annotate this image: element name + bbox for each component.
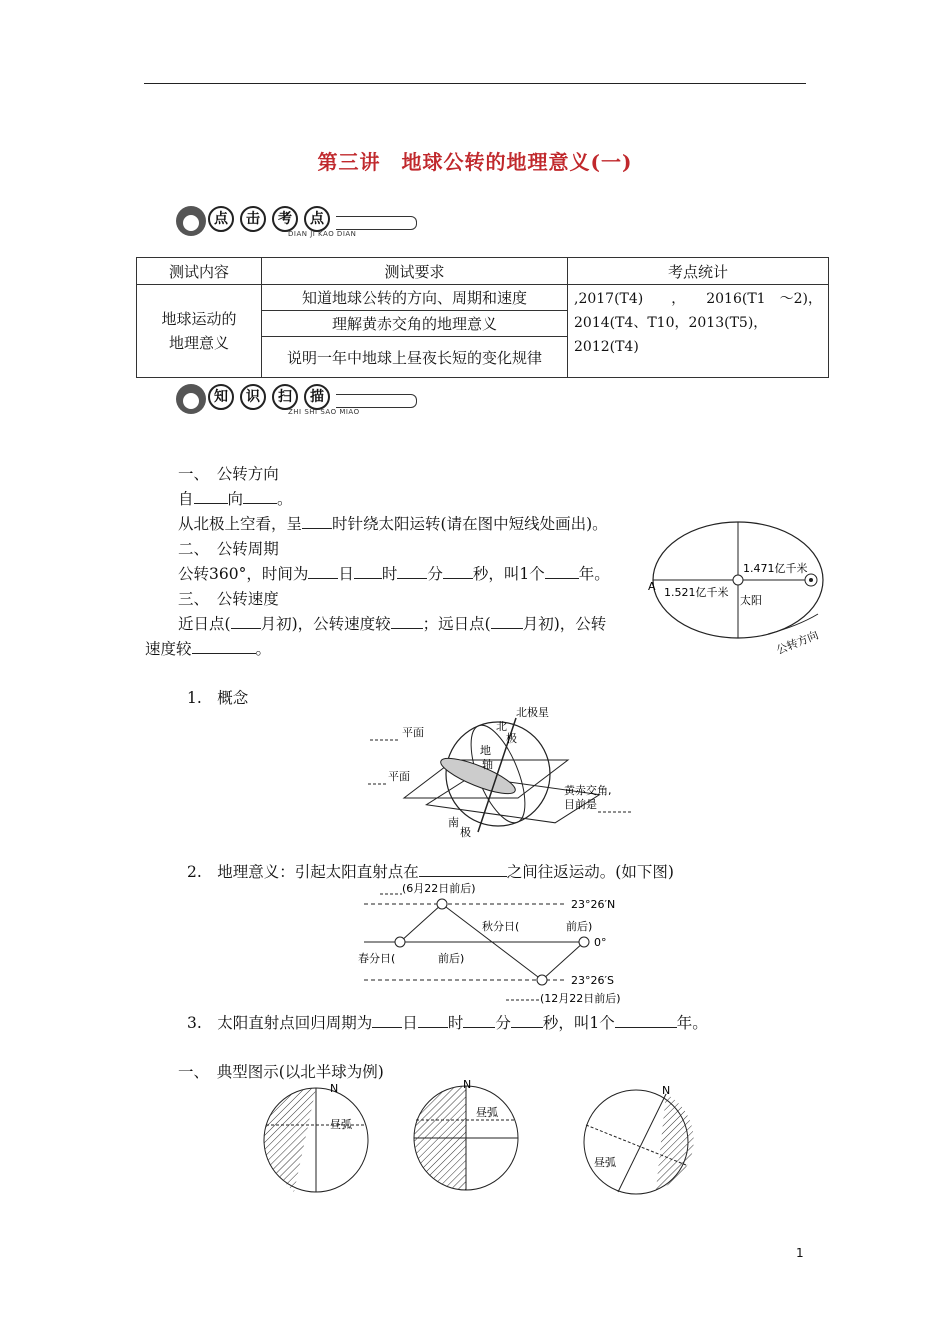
table-cell-stats: ,2017(T4) ， 2016(T1 ～2)，2014(T4、T10，2013(T5)，2012(T4) bbox=[568, 285, 829, 378]
tropic-n-label: 23°26′N bbox=[571, 898, 616, 911]
heading-revolution-period: 二、 公转周期 bbox=[178, 540, 279, 558]
svg-text:N: N bbox=[330, 1082, 339, 1095]
text-line: 速度较 。 bbox=[145, 640, 272, 658]
exam-points-table bbox=[136, 257, 829, 378]
text-line: 近日点( 月初)，公转速度较 ；远日点( 月初)，公转 bbox=[178, 615, 607, 633]
badge-char: 击 bbox=[240, 206, 266, 232]
table-header: 考点统计 bbox=[568, 258, 829, 285]
heading-revolution-speed: 三、 公转速度 bbox=[178, 590, 279, 608]
sun-icon bbox=[437, 899, 447, 909]
sun-icon bbox=[537, 975, 547, 985]
page-number: 1 bbox=[796, 1246, 804, 1260]
equator-label: 0° bbox=[594, 936, 607, 949]
globe-2 bbox=[414, 1080, 518, 1190]
item-concept: 1. 概念 bbox=[187, 689, 249, 707]
plane-label: 平面 bbox=[402, 726, 424, 739]
badge-logo-icon bbox=[176, 384, 206, 414]
aphelion-distance: 1.471亿千米 bbox=[743, 562, 808, 575]
sun-label: 太阳 bbox=[740, 594, 762, 607]
badge-char: 知 bbox=[208, 384, 234, 410]
svg-text:N: N bbox=[463, 1080, 472, 1091]
sun-icon bbox=[579, 937, 589, 947]
table-header: 测试要求 bbox=[262, 258, 568, 285]
badge-char: 点 bbox=[304, 206, 330, 232]
text-line: 自 向 。 bbox=[178, 490, 293, 508]
sun-migration-figure bbox=[356, 876, 626, 1008]
obliquity-figure bbox=[368, 704, 636, 838]
plane-label: 平面 bbox=[388, 770, 410, 783]
item-significance: 2. 地理意义：引起太阳直射点在 之间往返运动。(如下图) bbox=[187, 863, 674, 881]
heading-typical-diagrams: 一、 典型图示(以北半球为例) bbox=[178, 1063, 384, 1081]
svg-text:极: 极 bbox=[460, 826, 471, 838]
svg-text:北: 北 bbox=[496, 720, 507, 733]
spring-label: 春分日( bbox=[358, 952, 396, 965]
svg-text:前后): 前后) bbox=[566, 920, 593, 933]
badge-char: 识 bbox=[240, 384, 266, 410]
autumn-label: 秋分日( bbox=[482, 920, 520, 933]
orbit-direction-label: 公转方向 bbox=[774, 628, 821, 657]
text-line: 从北极上空看，呈 时针绕太阳运转(请在图中短线处画出)。 bbox=[178, 515, 608, 533]
svg-text:南: 南 bbox=[448, 816, 459, 829]
heading-revolution-direction: 一、 公转方向 bbox=[178, 465, 279, 483]
perihelion-distance: 1.521亿千米 bbox=[664, 586, 729, 599]
day-arc-label: 昼弧 bbox=[476, 1106, 498, 1119]
badge-dian-ji-kao-dian bbox=[176, 204, 421, 238]
polaris-label: 北极星 bbox=[516, 706, 549, 719]
obliquity-label: 黄赤交角, bbox=[564, 784, 612, 797]
table-cell-requirement: 理解黄赤交角的地理意义 bbox=[262, 311, 568, 337]
badge-pinyin: DIAN JI KAO DIAN bbox=[288, 230, 357, 238]
table-cell-content: 地球运动的 地理意义 bbox=[137, 285, 262, 378]
orbit-figure bbox=[648, 518, 828, 658]
item-cycle: 3. 太阳直射点回归周期为 日 时 分 秒，叫1个 年。 bbox=[187, 1014, 708, 1032]
globe-3 bbox=[584, 1084, 694, 1194]
svg-text:目前是: 目前是 bbox=[564, 798, 597, 811]
december-label: (12月22日前后) bbox=[540, 992, 621, 1005]
badge-char: 点 bbox=[208, 206, 234, 232]
day-night-globes bbox=[256, 1080, 696, 1200]
page-title: 第三讲 地球公转的地理意义(一) bbox=[317, 150, 633, 174]
badge-char: 扫 bbox=[272, 384, 298, 410]
sun-icon bbox=[733, 575, 743, 585]
tropic-s-label: 23°26′S bbox=[571, 974, 614, 987]
badge-char: 描 bbox=[304, 384, 330, 410]
globe-1 bbox=[264, 1082, 368, 1192]
table-cell-requirement: 知道地球公转的方向、周期和速度 bbox=[262, 285, 568, 311]
badge-zhi-shi-sao-miao bbox=[176, 382, 421, 416]
point-a: A bbox=[648, 580, 656, 593]
svg-text:N: N bbox=[662, 1084, 671, 1097]
table-header: 测试内容 bbox=[137, 258, 262, 285]
text-line: 公转360°，时间为 日 时 分 秒，叫1个 年。 bbox=[178, 565, 610, 583]
day-arc-label: 昼弧 bbox=[594, 1156, 616, 1169]
badge-pinyin: ZHI SHI SAO MIAO bbox=[288, 408, 360, 416]
table-cell-requirement: 说明一年中地球上昼夜长短的变化规律 bbox=[262, 337, 568, 378]
badge-char: 考 bbox=[272, 206, 298, 232]
svg-text:极: 极 bbox=[506, 732, 517, 745]
day-arc-label: 昼弧 bbox=[330, 1118, 352, 1131]
svg-text:地: 地 bbox=[480, 744, 491, 757]
badge-logo-icon bbox=[176, 206, 206, 236]
top-rule bbox=[144, 83, 806, 84]
svg-text:前后): 前后) bbox=[438, 952, 465, 965]
svg-text:轴: 轴 bbox=[482, 758, 493, 771]
june-label: (6月22日前后) bbox=[402, 882, 476, 895]
sun-icon bbox=[395, 937, 405, 947]
